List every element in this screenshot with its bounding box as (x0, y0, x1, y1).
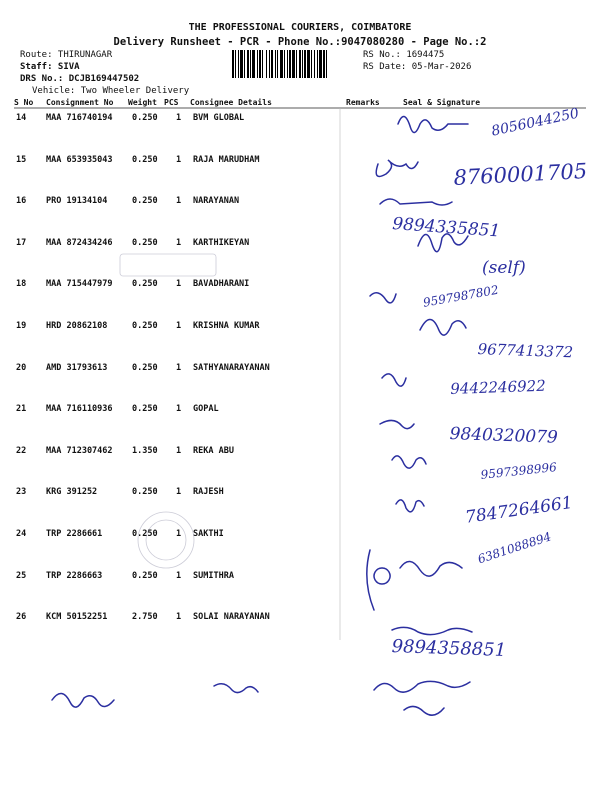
handwritten-phone: 9894358851 (391, 636, 507, 661)
row-sno: 25 (16, 571, 27, 581)
route-label: Route: THIRUNAGAR (20, 50, 113, 60)
row-pcs: 1 (176, 321, 182, 331)
row-consignee: SOLAI NARAYANAN (193, 612, 270, 622)
row-consignment-no: MAA 716740194 (46, 113, 113, 123)
row-consignee: SAKTHI (193, 529, 224, 539)
row-consignment-no: AMD 31793613 (46, 363, 108, 373)
row-consignee: SATHYANARAYANAN (193, 363, 270, 373)
col-header-consignee: Consignee Details (190, 98, 272, 107)
staff-label: Staff: SIVA (20, 62, 80, 72)
row-sno: 22 (16, 446, 27, 456)
row-consignment-no: MAA 872434246 (46, 238, 113, 248)
row-pcs: 1 (176, 404, 182, 414)
row-pcs: 1 (176, 446, 182, 456)
col-header-pcs: PCS (164, 98, 179, 107)
row-consignment-no: HRD 20862108 (46, 321, 108, 331)
row-weight: 2.750 (132, 612, 158, 622)
row-sno: 17 (16, 238, 27, 248)
row-sno: 23 (16, 487, 27, 497)
row-sno: 18 (16, 279, 27, 289)
row-consignment-no: TRP 2286661 (46, 529, 103, 539)
row-weight: 0.250 (132, 155, 158, 165)
row-consignee: NARAYANAN (193, 196, 240, 206)
row-pcs: 1 (176, 113, 182, 123)
row-weight: 0.250 (132, 363, 158, 373)
row-sno: 26 (16, 612, 27, 622)
row-weight: 0.250 (132, 238, 158, 248)
col-header-remarks: Remarks (346, 98, 380, 107)
row-weight: 0.250 (132, 113, 158, 123)
handwritten-phone: 7847264661 (464, 492, 574, 528)
row-consignment-no: MAA 653935043 (46, 155, 113, 165)
col-header-consignment: Consignment No (46, 98, 114, 107)
row-consignment-no: KRG 391252 (46, 487, 98, 497)
handwritten-phone: (self) (482, 258, 526, 278)
row-weight: 0.250 (132, 571, 158, 581)
row-sno: 20 (16, 363, 27, 373)
row-consignment-no: KCM 50152251 (46, 612, 108, 622)
row-weight: 0.250 (132, 487, 158, 497)
rs-date: RS Date: 05-Mar-2026 (363, 62, 472, 72)
row-weight: 0.250 (132, 196, 158, 206)
row-consignment-no: MAA 716110936 (46, 404, 113, 414)
row-pcs: 1 (176, 487, 182, 497)
row-pcs: 1 (176, 279, 182, 289)
row-pcs: 1 (176, 196, 182, 206)
handwritten-phone: 9677413372 (477, 340, 574, 362)
row-pcs: 1 (176, 363, 182, 373)
handwritten-phone: 9840320079 (449, 424, 559, 448)
row-sno: 19 (16, 321, 27, 331)
vehicle-label: Vehicle: Two Wheeler Delivery (32, 86, 190, 96)
handwritten-phone: 6381088894 (476, 529, 553, 567)
row-consignee: GOPAL (193, 404, 219, 414)
row-sno: 21 (16, 404, 27, 414)
handwritten-phone: 8056044250 (490, 105, 581, 140)
handwritten-phone: 9894335851 (391, 214, 501, 242)
col-header-sno: S No (14, 98, 34, 107)
row-weight: 0.250 (132, 321, 158, 331)
row-consignee: BVM GLOBAL (193, 113, 245, 123)
row-consignment-no: MAA 712307462 (46, 446, 113, 456)
row-weight: 0.250 (132, 279, 158, 289)
row-consignee: BAVADHARANI (193, 279, 250, 289)
handwritten-phone: 9442246922 (450, 376, 547, 398)
row-weight: 0.250 (132, 529, 158, 539)
row-pcs: 1 (176, 571, 182, 581)
col-header-seal: Seal & Signature (403, 98, 481, 107)
row-consignment-no: PRO 19134104 (46, 196, 108, 206)
row-consignee: RAJA MARUDHAM (193, 155, 260, 165)
drs-number: DRS No.: DCJB169447502 (20, 74, 140, 84)
row-pcs: 1 (176, 238, 182, 248)
row-weight: 1.350 (132, 446, 158, 456)
col-header-weight: Weight (128, 98, 157, 107)
row-sno: 16 (16, 196, 27, 206)
row-pcs: 1 (176, 155, 182, 165)
handwritten-phone: 9597987802 (422, 282, 500, 310)
row-sno: 15 (16, 155, 27, 165)
row-consignee: REKA ABU (193, 446, 234, 456)
row-sno: 14 (16, 113, 27, 123)
handwritten-phone: 9597398996 (480, 460, 558, 482)
row-pcs: 1 (176, 612, 182, 622)
handwritten-phone: 8760001705 (453, 159, 588, 190)
row-consignment-no: TRP 2286663 (46, 571, 103, 581)
row-consignee: KRISHNA KUMAR (193, 321, 260, 331)
row-pcs: 1 (176, 529, 182, 539)
row-weight: 0.250 (132, 404, 158, 414)
row-consignment-no: MAA 715447979 (46, 279, 113, 289)
rs-number: RS No.: 1694475 (363, 50, 445, 60)
row-consignee: KARTHIKEYAN (193, 238, 250, 248)
company-title: THE PROFESSIONAL COURIERS, COIMBATORE (188, 22, 412, 33)
runsheet-subtitle: Delivery Runsheet - PCR - Phone No.:9047080280 - Page No.:2 (113, 36, 487, 48)
row-consignee: RAJESH (193, 487, 224, 497)
row-sno: 24 (16, 529, 27, 539)
row-consignee: SUMITHRA (193, 571, 234, 581)
